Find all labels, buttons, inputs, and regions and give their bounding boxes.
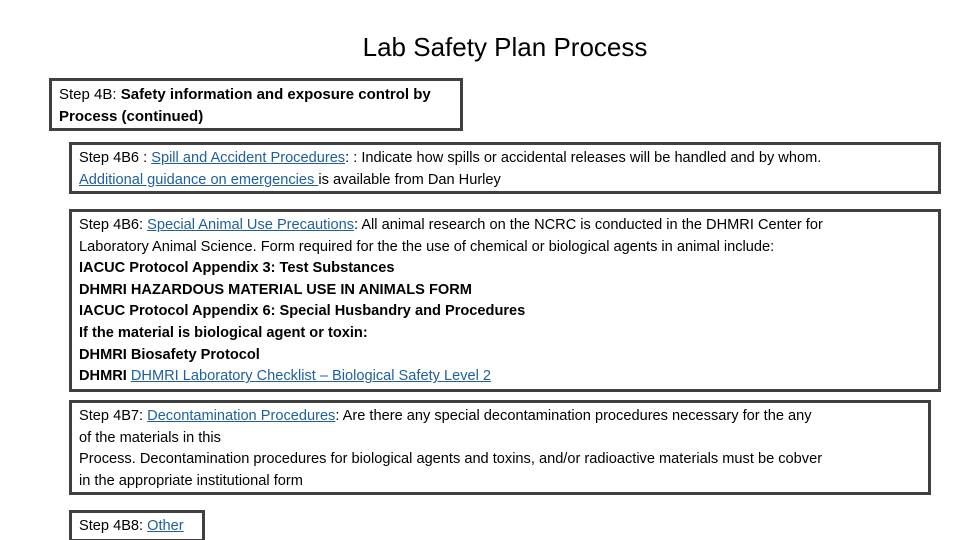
biological-agent-note: If the material is biological agent or toxin: bbox=[79, 324, 368, 341]
spill-line2 bbox=[79, 170, 931, 192]
page-title: Lab Safety Plan Process bbox=[362, 32, 648, 62]
step-4b6-animal-box bbox=[69, 209, 941, 392]
iacuc-appendix-6: IACUC Protocol Appendix 6: Special Husbandry and Procedures bbox=[79, 303, 526, 320]
animal-line1 bbox=[79, 215, 931, 237]
step-4b-line1 bbox=[59, 84, 453, 106]
decon-text1: : Are there any special decontamination procedures necessary for the any bbox=[335, 408, 812, 424]
decon-text2: of the materials in this bbox=[79, 429, 221, 446]
step-4b8-box bbox=[69, 510, 205, 540]
step-4b7-box bbox=[69, 400, 931, 495]
spill-text1: : : Indicate how spills or accidental releases will be handled and by whom. bbox=[345, 150, 822, 166]
step-4b-prefix: Step 4B: bbox=[59, 86, 121, 103]
decon-text4: in the appropriate institutional form bbox=[79, 472, 303, 489]
animal-prefix: Step 4B6: bbox=[79, 217, 148, 233]
decon-prefix: Step 4B7: bbox=[79, 408, 148, 424]
other-link[interactable]: Other bbox=[147, 518, 184, 534]
other-prefix: Step 4B8: bbox=[79, 518, 148, 534]
spill-procedures-link[interactable]: Spill and Accident Procedures bbox=[151, 150, 346, 166]
dhmri-hazardous-form: DHMRI HAZARDOUS MATERIAL USE IN ANIMALS FORM bbox=[79, 281, 472, 298]
step-4b-heading-line1: Safety information and exposure control by bbox=[120, 86, 431, 103]
decon-line1 bbox=[79, 406, 921, 428]
decontamination-link[interactable]: Decontamination Procedures bbox=[147, 408, 336, 424]
step-4b-box bbox=[49, 78, 463, 131]
dhmri-biosafety-protocol: DHMRI Biosafety Protocol bbox=[79, 346, 260, 363]
animal-last-line bbox=[79, 366, 931, 388]
spill-line1 bbox=[79, 148, 931, 170]
iacuc-appendix-3: IACUC Protocol Appendix 3: Test Substances bbox=[79, 260, 395, 277]
emergency-guidance-link[interactable]: Additional guidance on emergencies bbox=[79, 171, 319, 188]
step-4b-heading-line2: Process (continued) bbox=[59, 108, 204, 125]
other-line bbox=[79, 516, 195, 538]
step-4b6-spill-box bbox=[69, 142, 941, 194]
animal-text2: Laboratory Animal Science. Form required for the the use of chemical or biological agents in animal include: bbox=[79, 238, 775, 255]
spill-text2: is available from Dan Hurley bbox=[318, 171, 501, 188]
spill-prefix: Step 4B6 : bbox=[79, 150, 152, 166]
animal-precautions-link[interactable]: Special Animal Use Precautions bbox=[147, 217, 355, 233]
animal-text1: : All animal research on the NCRC is conducted in the DHMRI Center for bbox=[354, 217, 823, 233]
dhmri-prefix: DHMRI bbox=[79, 368, 131, 385]
decon-text3: Process. Decontamination procedures for biological agents and toxins, and/or radioactive materials must be cobver bbox=[79, 451, 823, 468]
dhmri-checklist-link[interactable]: DHMRI Laboratory Checklist – Biological Safety Level 2 bbox=[130, 368, 492, 385]
